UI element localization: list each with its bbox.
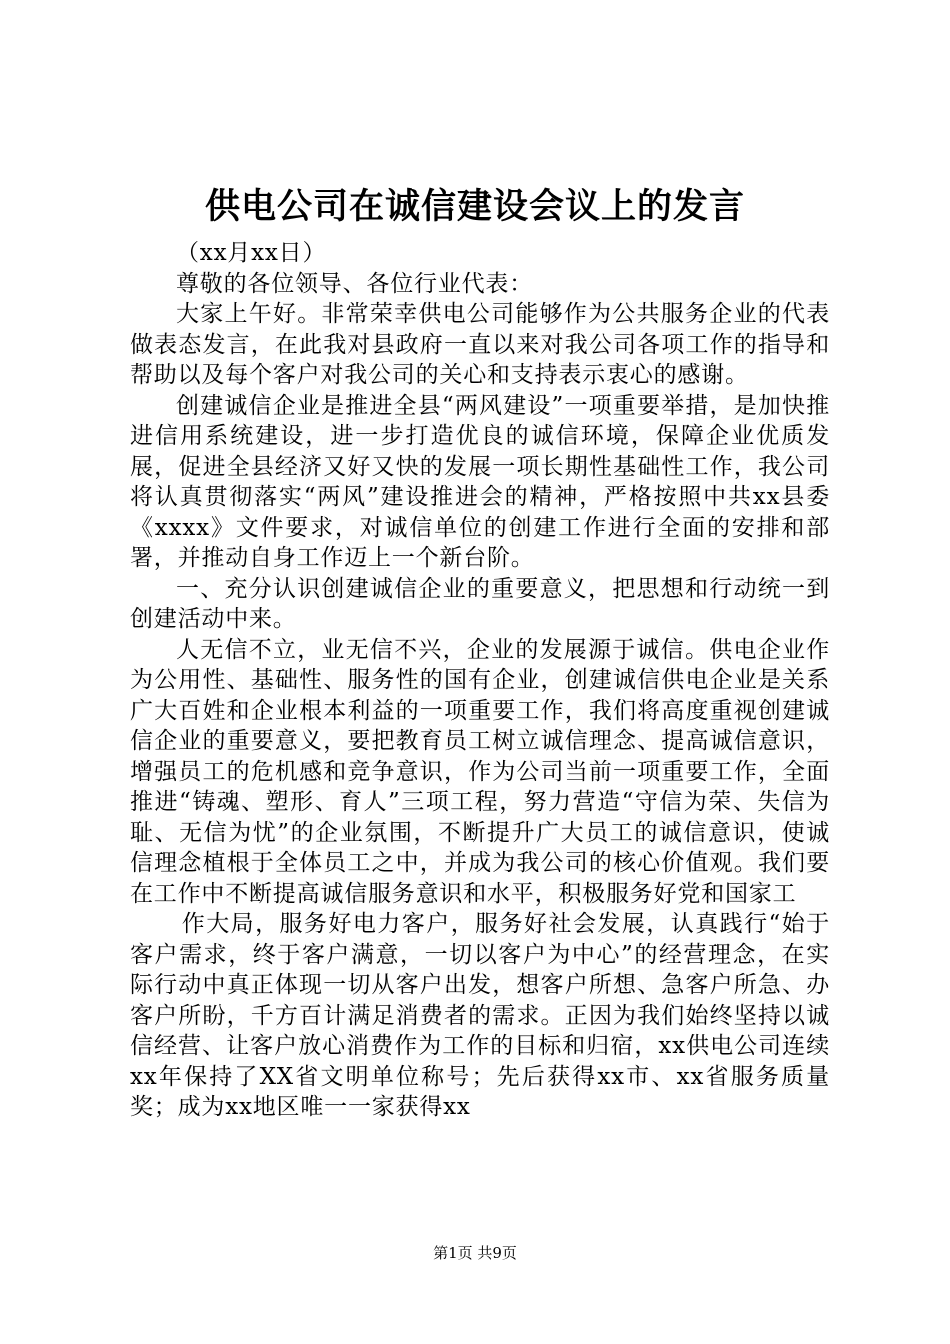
salutation: 尊敬的各位领导、各位行业代表：	[176, 270, 533, 297]
date-line: （xx月xx日）	[176, 240, 327, 266]
body-paragraph: 人无信不立，业无信不兴，企业的发展源于诚信。供电企业作为公用性、基础性、服务性的国有企业，创建诚信供电企业是关系广大百姓和企业根本利益的一项重要工作，我们将高度重视创建诚信企业的重要意义，要把教育员工树立诚信理念、提高诚信意识，增强员工的危机感和竞争意识，作为公司当前一项重要工作，全面推进“铸魂、塑形、育人”三项工程，努力营造“守信为荣、失信为耻、无信为忧”的企业氛围，不断提升广大员工的诚信意识，使诚信理念植根于全体员工之中，并成为我公司的核心价值观。我们要在工作中不断提高诚信服务意识和水平，积极服务好党和国家工	[130, 636, 830, 907]
section-heading: 一、充分认识创建诚信企业的重要意义，把思想和行动统一到创建活动中来。	[130, 575, 830, 632]
body-paragraph: 作大局，服务好电力客户，服务好社会发展，认真践行“始于客户需求，终于客户满意，一切以客户为中心”的经营理念，在实际行动中真正体现一切从客户出发，想客户所想、急客户所急、办客户所盼，千方百计满足消费者的需求。正因为我们始终坚持以诚信经营、让客户放心消费作为工作的目标和归宿，xx供电公司连续xx年保持了XX省文明单位称号；先后获得xx市、xx省服务质量奖；成为xx地区唯一一家获得xx	[130, 911, 830, 1120]
document-body	[130, 238, 830, 1123]
page-number-footer: 第1页 共9页	[433, 1244, 517, 1262]
body-paragraph: 创建诚信企业是推进全县“两风建设”一项重要举措，是加快推进信用系统建设，进一步打造优良的诚信环境，保障企业优质发展，促进全县经济又好又快的发展一项长期性基础性工作，我公司将认真贯彻落实“两风”建设推进会的精神，严格按照中共xx县委《xxxx》文件要求，对诚信单位的创建工作进行全面的安排和部署，并推动自身工作迈上一个新台阶。	[130, 392, 830, 571]
body-paragraph: 大家上午好。非常荣幸供电公司能够作为公共服务企业的代表做表态发言，在此我对县政府一直以来对我公司各项工作的指导和帮助以及每个客户对我公司的关心和支持表示衷心的感谢。	[130, 301, 830, 388]
document-title: 供电公司在诚信建设会议上的发言	[204, 186, 745, 227]
